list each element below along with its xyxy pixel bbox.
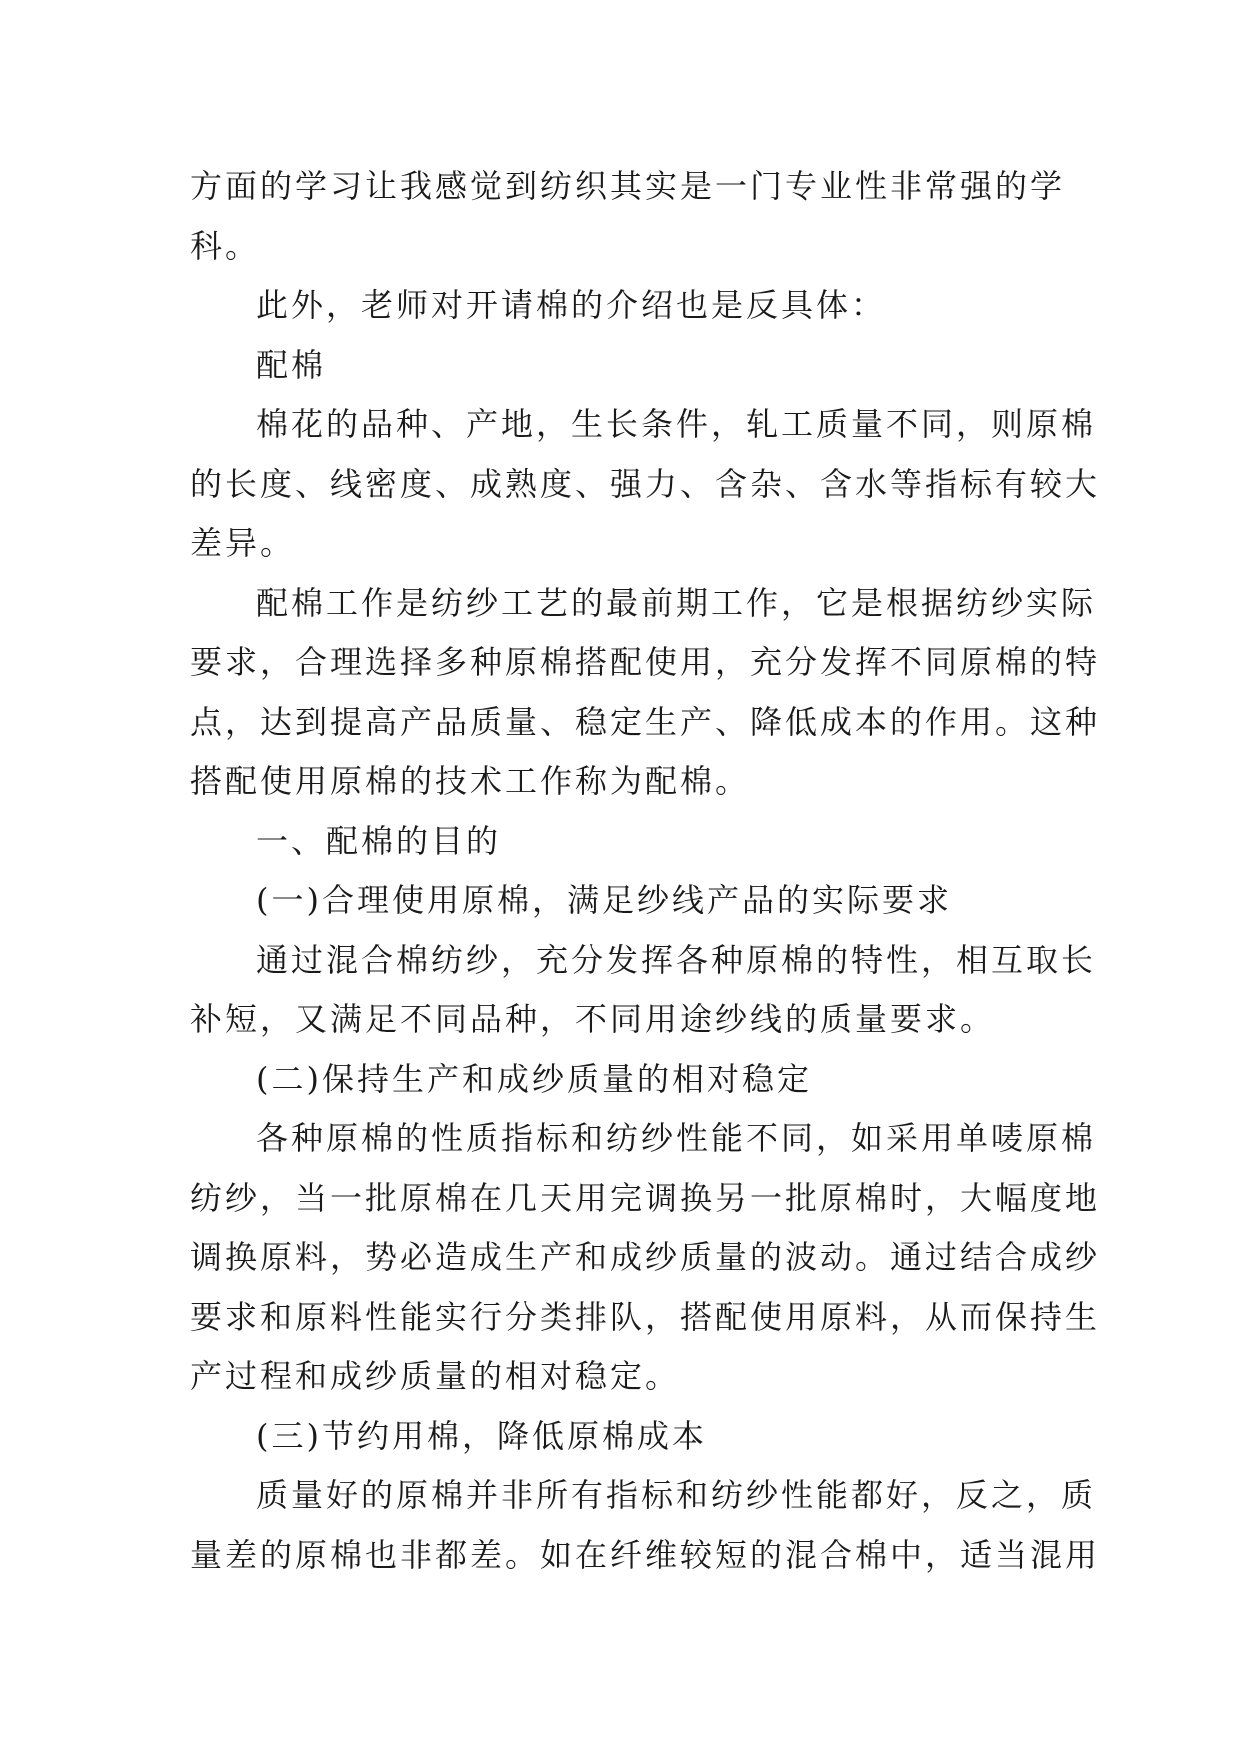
subsection-heading: (一)合理使用原棉，满足纱线产品的实际要求 — [256, 881, 952, 919]
text-line: 搭配使用原棉的技术工作称为配棉。 — [190, 762, 751, 800]
text-line: 产过程和成纱质量的相对稳定。 — [190, 1357, 681, 1395]
subsection-heading: (三)节约用棉，降低原棉成本 — [256, 1416, 707, 1455]
text-line: 要求和原料性能实行分类排队，搭配使用原料，从而保持生 — [190, 1297, 1101, 1336]
text-line: 的长度、线密度、成熟度、强力、含杂、含水等指标有较大 — [190, 464, 1101, 503]
text-line: 点，达到提高产品质量、稳定生产、降低成本的作用。这种 — [190, 702, 1101, 741]
text-line: 调换原料，势必造成生产和成纱质量的波动。通过结合成纱 — [190, 1238, 1101, 1276]
body-text — [190, 157, 1101, 1585]
section-heading: 配棉 — [256, 345, 327, 384]
text-line: 方面的学习让我感觉到纺织其实是一门专业性非常强的学 — [190, 167, 1066, 205]
paragraph-start: 此外，老师对开请棉的介绍也是反具体： — [256, 286, 887, 324]
text-line: 科。 — [190, 226, 261, 265]
paragraph-start: 质量好的原棉并非所有指标和纺纱性能都好，反之，质 — [256, 1476, 1097, 1514]
paragraph-start: 配棉工作是纺纱工艺的最前期工作，它是根据纺纱实际 — [256, 583, 1097, 622]
text-line: 要求，合理选择多种原棉搭配使用，充分发挥不同原棉的特 — [190, 643, 1101, 681]
text-line: 差异。 — [190, 524, 296, 562]
text-line: 补短，又满足不同品种，不同用途纱线的质量要求。 — [190, 1000, 996, 1038]
paragraph-start: 通过混合棉纺纱，充分发挥各种原棉的特性，相互取长 — [256, 940, 1097, 979]
paragraph-start: 棉花的品种、产地，生长条件，轧工质量不同，则原棉 — [256, 405, 1097, 443]
text-line: 量差的原棉也非都差。如在纤维较短的混合棉中，适当混用 — [190, 1535, 1101, 1574]
subsection-heading: (二)保持生产和成纱质量的相对稳定 — [256, 1059, 812, 1098]
text-line: 纺纱，当一批原棉在几天用完调换另一批原棉时，大幅度地 — [190, 1178, 1101, 1217]
section-heading: 一、配棉的目的 — [256, 821, 502, 860]
paragraph-start: 各种原棉的性质指标和纺纱性能不同，如采用单唛原棉 — [256, 1119, 1097, 1157]
